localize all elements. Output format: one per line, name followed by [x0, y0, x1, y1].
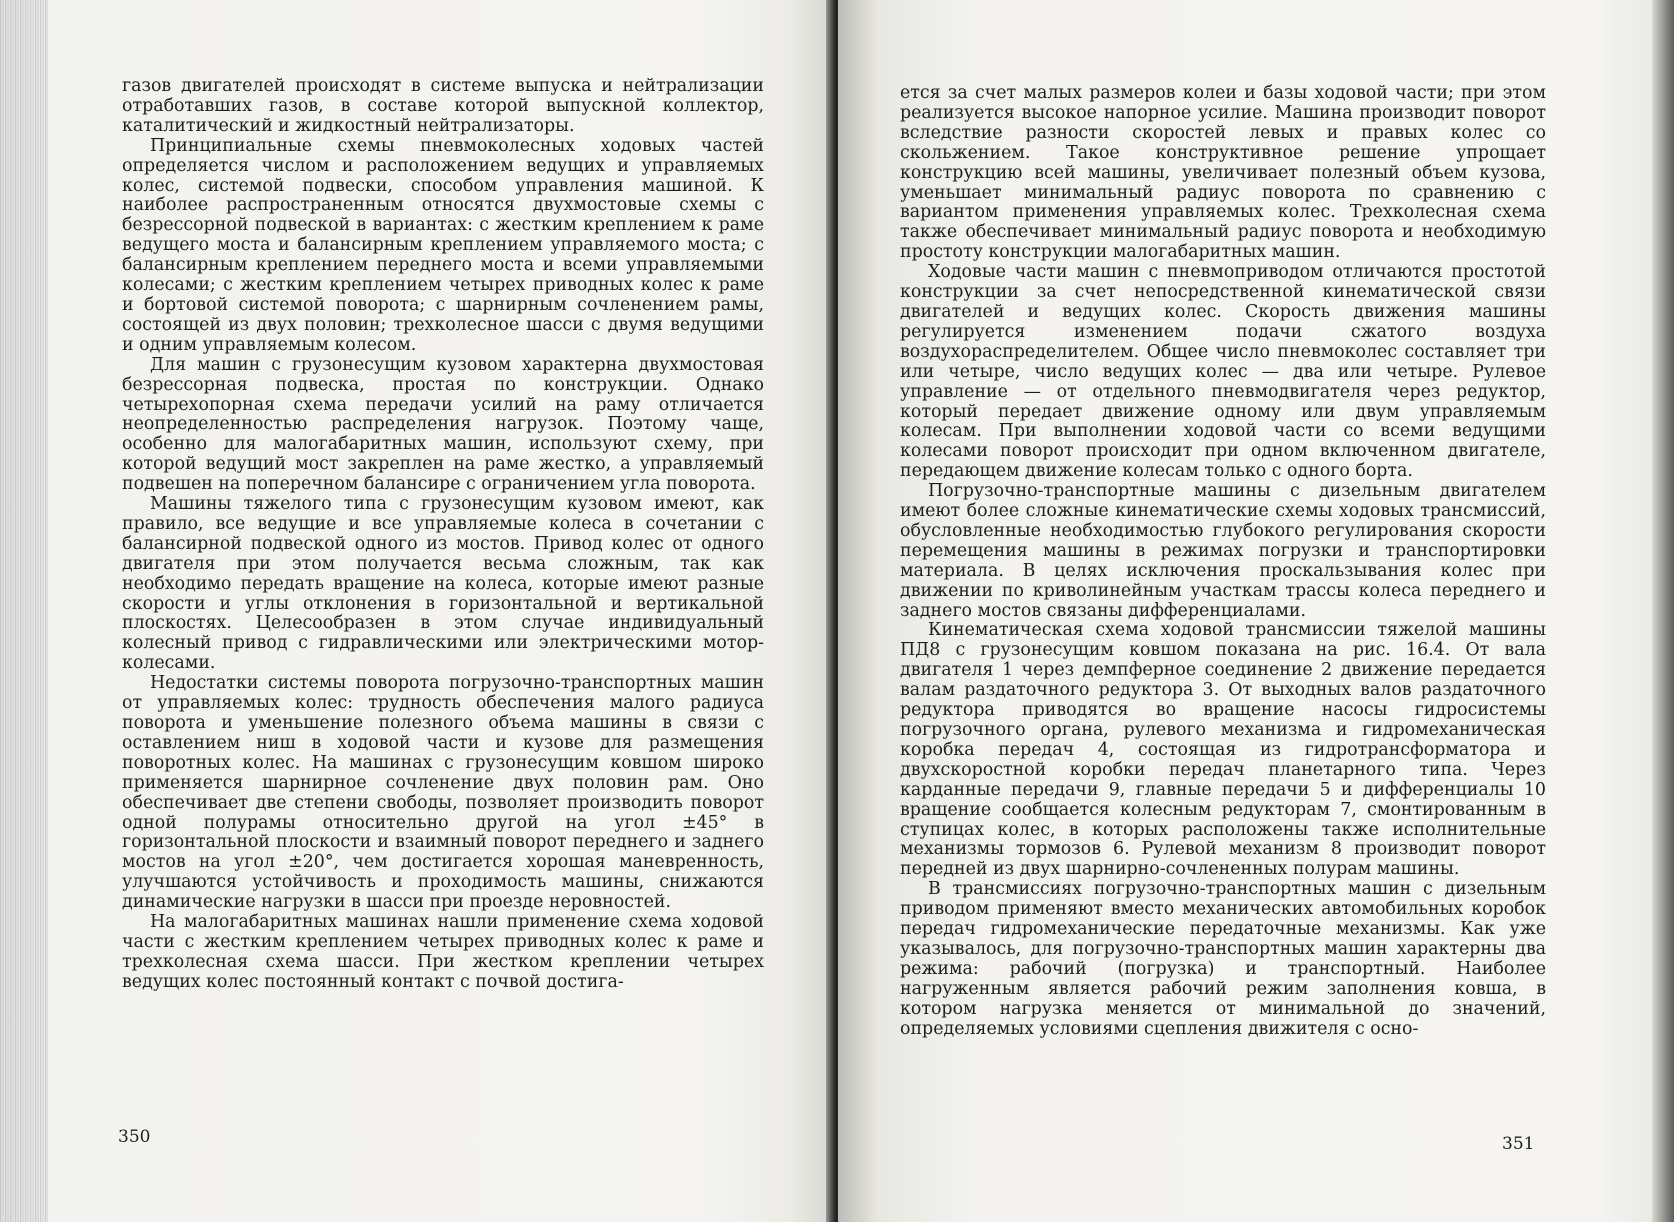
paragraph: Недостатки системы поворота погрузочно-транспортных машин от управляемых колес: трудность обеспечения малого радиуса поворота и уменьшение полезного объема машины в связи с оставлением ниш в ходовой части и кузове для размещения поворотных колес. На машинах с грузонесущим ковшом широко применяется шарнирное сочленение двух половин рам. Оно обеспечивает две степени свободы, позволяет производить поворот одной полурамы относительно другой на угол ±45° в горизонтальной плоскости и взаимный поворот переднего и заднего мостов на угол ±20°, чем достигается хорошая маневренность, улучшаются устойчивость и проходимость машины, снижаются динамические нагрузки в шасси при проезде неровностей.	[122, 673, 764, 913]
paragraph: газов двигателей происходят в системе выпуска и нейтрализации отработавших газов, в составе которой выпускной коллектор, каталитический и жидкостный нейтрализаторы.	[122, 76, 764, 136]
paragraph: На малогабаритных машинах нашли применение схема ходовой части с жестким креплением четырех приводных колес к раме и трехколесная схема шасси. При жестком креплении четырех ведущих колес постоянный контакт с почвой достига-	[122, 912, 764, 992]
paragraph: Кинематическая схема ходовой трансмиссии тяжелой машины ПД8 с грузонесущим ковшом показана на рис. 16.4. От вала двигателя 1 через демпферное соединение 2 движение передается валам раздаточного редуктора 3. От выходных валов раздаточного редуктора приводятся во вращение насосы гидросистемы погрузочного органа, рулевого механизма и гидромеханическая коробка передач 4, состоящая из гидротрансформатора и двухскоростной коробки передач планетарного типа. Через карданные передачи 9, главные передачи 5 и дифференциалы 10 вращение сообщается колесным редукторам 7, смонтированным в ступицах колес, в которых расположены также исполнительные механизмы тормозов 6. Рулевой механизм 8 производит поворот передней из двух шарнирно-сочлененных полурам машины.	[900, 620, 1546, 880]
page-edge	[1652, 0, 1674, 1222]
paragraph: ется за счет малых размеров колеи и базы ходовой части; при этом реализуется высокое напорное усилие. Машина производит поворот вследствие разности скоростей левых и правых колес со скольжением. Такое конструктивное решение упрощает конструкцию всей машины, увеличивает полезный объем кузова, уменьшает минимальный радиус поворота по сравнению с вариантом применения управляемых колес. Трехколесная схема также обеспечивает минимальный радиус поворота и необходимую простоту конструкции малогабаритных машин.	[900, 83, 1546, 263]
paragraph: Для машин с грузонесущим кузовом характерна двухмостовая безрессорная подвеска, простая по конструкции. Однако четырехопорная схема передачи усилий на раму отличается неопределенностью распределения нагрузок. Поэтому чаще, особенно для малогабаритных машин, используют схему, при которой ведущий мост закреплен на раме жестко, а управляемый подвешен на поперечном балансире с ограничением угла поворота.	[122, 354, 764, 495]
paragraph: Ходовые части машин с пневмоприводом отличаются простотой конструкции за счет непосредственной кинематической связи двигателей и ведущих колес. Скорость движения машины регулируется изменением подачи сжатого воздуха воздухораспределителем. Общее число пневмоколес составляет три или четыре, число ведущих колес — два или четыре. Рулевое управление — от отдельного пневмодвигателя через редуктор, который передает движение одному или двум управляемым колесам. При выполнении ходовой части со всеми ведущими колесами поворот происходит при одном включенном двигателе, передающем движение колесам только с одного борта.	[900, 262, 1546, 482]
paragraph: Принципиальные схемы пневмоколесных ходовых частей определяется числом и расположением ведущих и управляемых колес, системой подвески, способом управления машиной. К наиболее распространенным относятся двухмостовые схемы с безрессорной подвеской в вариантах: с жестким креплением к раме ведущего моста и балансирным креплением управляемого моста; с балансирным креплением переднего моста и всеми управляемыми колесами; с жестким креплением четырех приводных колес к раме и бортовой системой поворота; с шарнирным сочленением рамы, состоящей из двух половин; трехколесное шасси с двумя ведущими и одним управляемым колесом.	[122, 135, 764, 355]
left-page-text	[122, 77, 764, 993]
left-page	[0, 0, 832, 1222]
paragraph: Машины тяжелого типа с грузонесущим кузовом имеют, как правило, все ведущие и все управляемые колеса в сочетании с балансирной подвеской одного из мостов. Привод колес от одного двигателя при этом получается весьма сложным, так как необходимо передать вращение на колеса, которые имеют разные скорости и углы отклонения в горизонтальной и вертикальной плоскостях. Целесообразен в этом случае индивидуальный колесный привод с гидравлическими или электрическими мотор-колесами.	[122, 494, 764, 674]
page-number: 350	[118, 1127, 151, 1147]
page-edges	[0, 0, 48, 1222]
paragraph: Погрузочно-транспортные машины с дизельным двигателем имеют более сложные кинематические схемы ходовых трансмиссий, обусловленные необходимостью глубокого регулирования скорости перемещения машины в режимах погрузки и транспортировки материала. В целях исключения проскальзывания колес при движении по криволинейным участкам трассы колеса переднего и заднего мостов связаны дифференциалами.	[900, 481, 1546, 621]
page-number: 351	[1502, 1134, 1535, 1154]
right-page	[838, 0, 1674, 1222]
paragraph: В трансмиссиях погрузочно-транспортных машин с дизельным приводом применяют вместо механических автомобильных коробок передач гидромеханические передаточные механизмы. Как уже указывалось, для погрузочно-транспортных машин характерны два режима: рабочий (погрузка) и транспортный. Наиболее нагруженным является рабочий режим заполнения ковша, в котором нагрузка меняется от минимальной до значений, определяемых условиями сцепления движителя с осно-	[900, 879, 1546, 1039]
right-page-text	[900, 84, 1546, 1040]
